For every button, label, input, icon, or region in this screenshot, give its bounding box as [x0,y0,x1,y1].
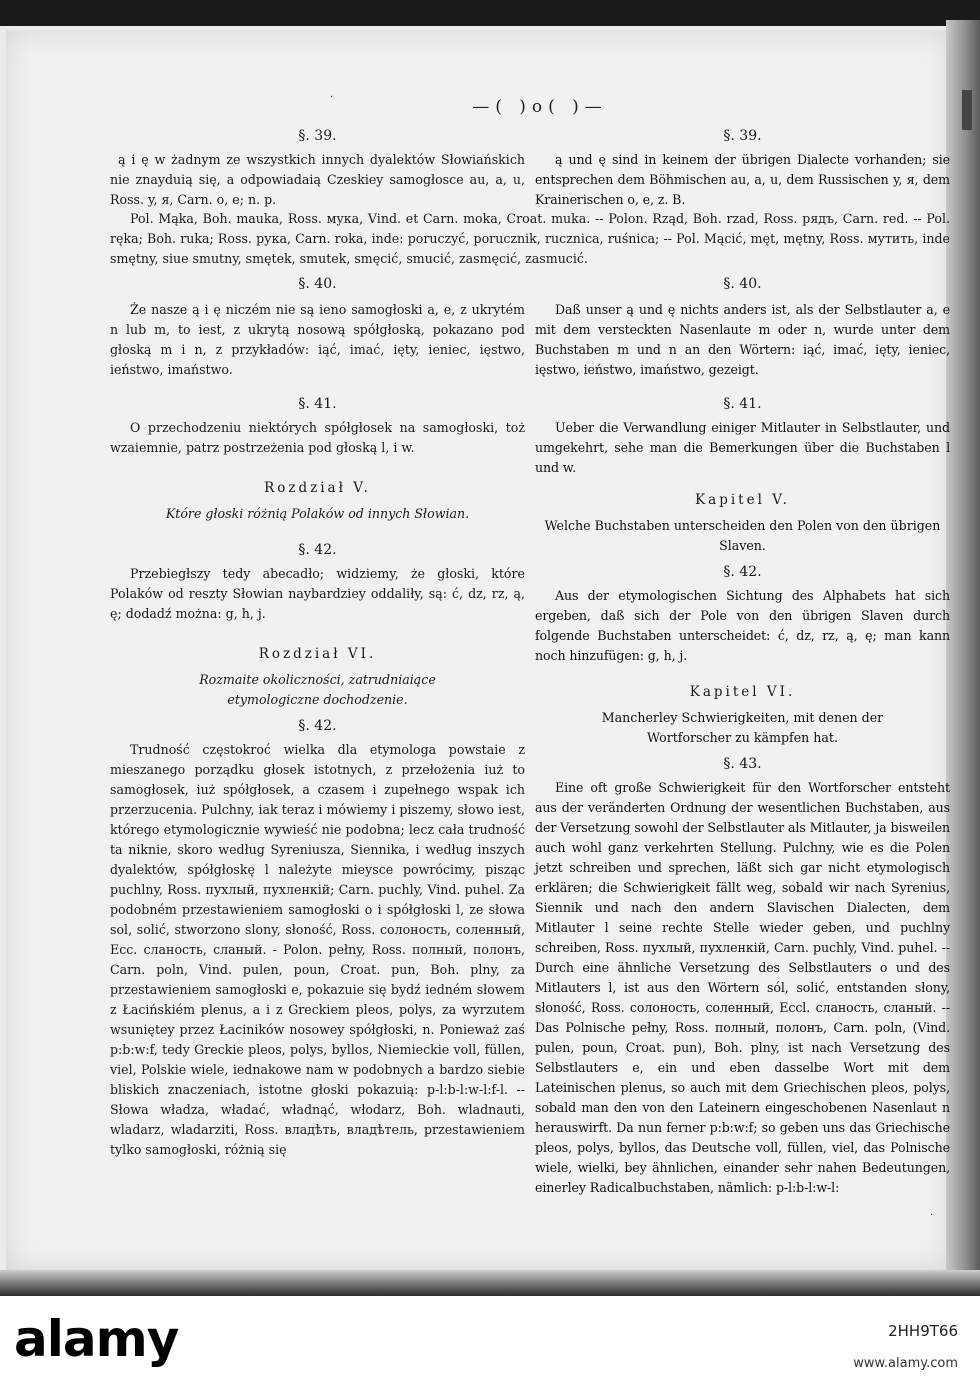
stock-image-id: 2HH9T66 [888,1322,958,1340]
paragraph: Przebiegłszy tedy abecadło; widziemy, że głoski, które Polaków od reszty Słowian naybardziey oddaliły, są: ć, dz, rz, ą, ę; dodadź można: g, h, j. [110,566,525,621]
paragraph: Trudność częstokroć wielka dla etymologa powstaie z mieszanego porządku głosek istotnych, z przełożenia iuż to samogłosek, iuż spółgłosek, a czasem i zupełnego wspak ich przerzucenia. Pulchny, iak teraz i mówiemy i piszemy, słowo iest, którego etymologicznie wywieść nie podobna; lecz cała trudność ta niknie, skoro według Syreniusza, Siennika, i według inszych dyalektów, spółgłoskę l należyte mieysce powrócimy, pisząc puchlny, Ross. пухлый, пухленкій; Carn. puchly, Vind. puhel. Za podobném przestawieniem samogłoski o i spółgłoski l, ze słowa sol, solić, stworzono slony, słoność, Ross. солоность, соленный, Ecc. сланость, сланый. - Polon. pełny, Ross. полный, полонъ, Carn. poln, Vind. pulen, poun, Croat. pun, Boh. plny, za przestawieniem samogłoski e, pokazuie się bydź iedném słowem z Łacińskiém plenus, a i z Greckiem pleos, polys, za wyrzutem wsuniętey przez Łaciników nosowey spółgłoski, n. Ponieważ zaś p:b:w:f, tedy Greckie pleos, polys, byllos, Niemieckie voll, füllen, viel, Polskie wiele, iednakowe nam w podobnych a bardzo siebie bliskich znaczeniach, istotne głoski pokazuią: p-l:b-l:w-l:f-l. -- Słowa władza, władać, władnąć, włodarz, Boh. wladnauti, wladarz, wladarziti, Ross. владѣть, владѣтель, przestawieniem tylko samogłoski, różnią się [110,742,525,1157]
book-bottom-edge [0,1270,980,1296]
section-heading: §. 41. [298,396,337,412]
stock-url: www.alamy.com [853,1356,958,1371]
paragraph: ą i ę w żadnym ze wszystkich innych dyalektów Słowiańskich nie znayduią się, a odpowiadaią Czeskiey samogłosce au, a, u, Ross. y, я, Carn. o, e; n. p. [110,152,525,207]
chapter-heading: Rozdział V. [264,480,371,496]
paragraph: Eine oft große Schwierigkeit für den Wortforscher entsteht aus der veränderten Ordnung der wesentlichen Buchstaben, aus der Versetzung sowohl der Selbstlauter als Mitlauter, ja bisweilen auch wohl ganz verkehrten Stellung. Pulchny, wie es die Polen jetzt schreiben und sprechen, läßt sich gar nicht etymologisch erklären; die Schwierigkeit fällt weg, sobald wir nach Syrenius, Siennik und nach den andern Slavischen Dialecten, dem Mitlauter l seine rechte Stelle wieder geben, und puchlny schreiben, Ross. пухлый, пухленкій, Carn. puchly, Vind. puhel. -- Durch eine ähnliche Versetzung des Selbstlauters o und des Mitlauters l, ist aus den Wörtern sól, solić, entstanden słony, słoność, Ross. солоность, соленный, Eccl. сланость, сланый. -- Das Polnische pełny, Ross. полный, полонъ, Carn. poln, (Vind. pulen, poun, Croat. pun), Boh. plny, ist nach Versetzung des Selbstlauters e, ein und eben dasselbe Wort mit dem Lateinischen plenus, so auch mit dem Griechischen pleos, polys, sobald man den von den Lateinern eingeschobenen Nasenlaut n herauswirft. Da nun ferner p:b:w:f; so geben uns das Griechische pleos, polys, byllos, das Deutsche voll, füllen, viel, das Polnische wiele, wielki, bey ähnlichen, einander sehr nahen Bedeutungen, einerley Radicalbuchstaben, nämlich: p-l:b-l:w-l: [535,780,950,1195]
chapter-subtitle: Mancherley Schwierigkeiten, mit denen der Wortforscher zu kämpfen hat. [601,710,884,745]
section-heading: §. 40. [298,276,337,292]
chapter-subtitle: Welche Buchstaben unterscheiden den Polen von den übrigen Slaven. [544,518,941,553]
section-heading: §. 42. [298,542,337,558]
right-column [535,276,950,1198]
ink-speck: · [330,92,334,103]
right-column [535,128,950,210]
section-heading: §. 40. [723,276,762,292]
examples-note: Pol. Mąka, Boh. mauka, Ross. мука, Vind. et Carn. moka, Croat. muka. -- Polon. Rząd, Boh. rzad, Ross. рядъ, Carn. red. -- Pol. ręka; Boh. ruka; Ross. рука, Carn. roka, inde: poruczyć, porucznik, ruczniсa, ruśnica; -- Pol. Mącić, męt, mętny, Ross. мутить, inde smętny, siue smutny, smętek, smutek, smęcić, smucić, zasmęcić, zasmucić. [110,211,950,266]
section-heading: §. 42. [723,564,762,580]
section-heading: §. 42. [298,718,337,734]
running-head: —( )o( )— [472,97,608,117]
paragraph: Że nasze ą i ę niczém nie są ieno samogłoski a, e, z ukrytém n lub m, to iest, z ukrytą nosową spółgłoską, pokazano pod głoską m i n, z przykładów: iąć, imać, ięty, ieniec, ięstwo, ieństwo, imaństwo. [110,302,525,377]
chapter-heading: Rozdział VI. [258,646,377,662]
section-heading: §. 43. [723,756,762,772]
chapter-subtitle: Rozmaite okoliczności, zatrudniaiące etymologiczne dochodzenie. [199,672,436,707]
paragraph: Aus der etymologischen Sichtung des Alphabets hat sich ergeben, daß sich der Pole von den übrigen Slaven durch folgende Buchstaben unterscheidet: ć, dz, rz, ą, ę; man kann noch hinzufügen: g, h, j. [535,588,950,663]
section-heading: §. 39. [298,128,337,144]
spine-mark [962,90,972,130]
chapter-heading: Kapitel V. [695,492,790,508]
stock-logo: alamy [14,1310,179,1368]
section-heading: §. 39. [723,128,762,144]
chapter-subtitle: Które głoski różnią Polaków od innych Słowian. [165,506,470,521]
paragraph: Daß unser ą und ę nichts anders ist, als der Selbstlauter a, e mit dem versteckten Nasenlaute m oder n, wurde unter dem Buchstaben m und n an den Wörtern: iąć, imać, ięty, ieniec, ięstwo, ieństwo, imaństwo, gezeigt. [535,302,950,377]
paragraph: O przechodzeniu niektórych spółgłosek na samogłoski, toż wzaiemnie, patrz postrzeżenia pod głoską l, i w. [110,420,525,455]
left-column [110,276,525,1160]
book-top-edge [0,0,980,26]
left-column [110,128,525,210]
chapter-heading: Kapitel VI. [689,684,796,700]
ink-speck: · [930,1210,934,1221]
paragraph: Ueber die Verwandlung einiger Mitlauter in Selbstlauter, und umgekehrt, sehe man die Bemerkungen über die Buchstaben l und w. [535,420,950,475]
paragraph: ą und ę sind in keinem der übrigen Dialecte vorhanden; sie entsprechen dem Böhmischen au, a, u, dem Russischen y, я, dem Krainerischen o, e, z. B. [535,152,950,207]
book-spine-shadow [946,20,980,1296]
section-heading: §. 41. [723,396,762,412]
